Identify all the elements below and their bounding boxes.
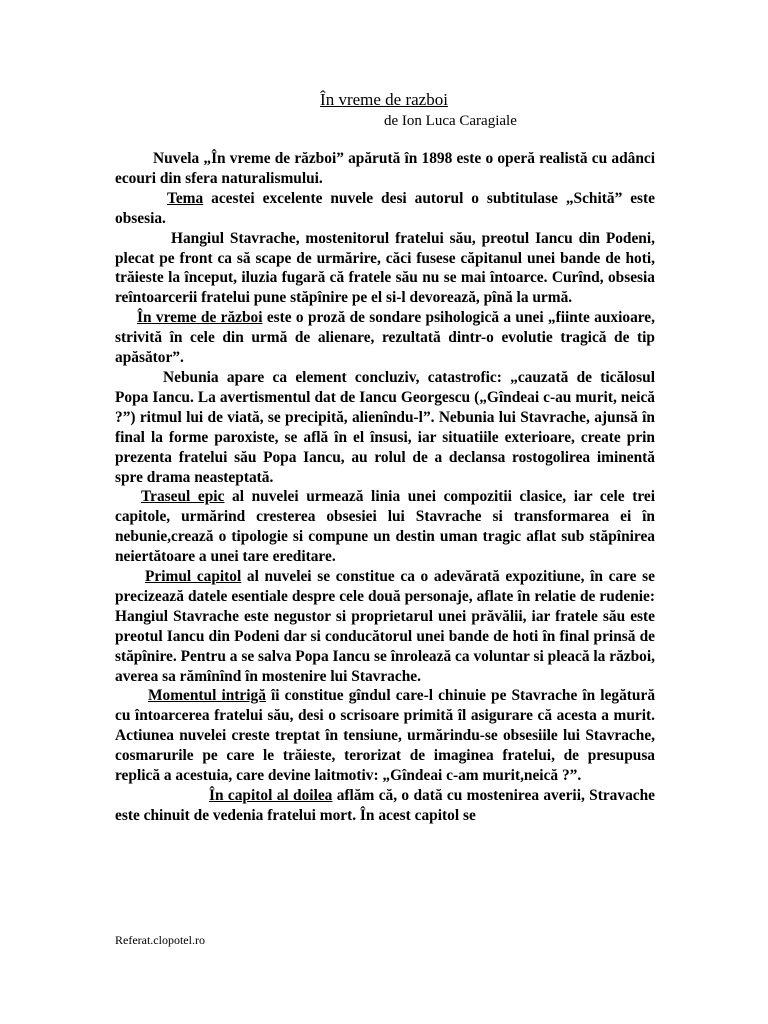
- document-title: În vreme de razboi: [320, 90, 448, 109]
- paragraph: [115, 368, 655, 487]
- paragraph-lead-underlined: Traseul epic: [141, 488, 225, 506]
- paragraph-text: Nuvela „În vreme de război” apărută în 1898 este o operă realistă cu adânci ecouri din sfera naturalismului.: [115, 150, 655, 187]
- paragraph: [115, 149, 655, 189]
- author-line: de Ion Luca Caragiale: [384, 113, 517, 129]
- paragraph: [115, 308, 655, 368]
- footer-source: Referat.clopotel.ro: [115, 933, 205, 947]
- paragraph: [115, 567, 655, 686]
- paragraph-text: aflăm că, o dată cu mostenirea averii, Stravache este chinuit de vedenia fratelui mort. În acest capitol se: [115, 787, 655, 824]
- paragraph-text: acestei excelente nuvele desi autorul o subtitulase „Schită” este obsesia.: [115, 189, 655, 227]
- paragraph-lead-underlined: Tema: [167, 189, 204, 207]
- paragraph-text: Nebunia apare ca element concluziv, catastrofic: „cauzată de ticălosul Popa Iancu. La avertismentul dat de Iancu Georgescu („Gîndeai c-au murit, neică ?”) ritmul lui de viată, se precipită, alienîndu-l”. Nebunia lui Stavrache, ajunsă în final la forme paroxiste, se află în el însusi, iar situatiile exterioare, create prin prezenta fratelui său Popa Iancu, au rolul de a declansa rostogolirea iminentă spre drama neasteptată.: [115, 368, 655, 486]
- paragraph-text: este o proză de sondare psihologică a unei „fiinte auxioare, strivită în cele din urmă de alienare, rezultată dintr-o evolutie tragică de tip apăsător”.: [115, 309, 655, 367]
- paragraph-text: al nuvelei se constitue ca o adevărată expozitiune, în care se precizează datele esentiale despre cele două personaje, aflate în relatie de rudenie: Hangiul Stavrache este negustor si proprietarul unei prăvălii, iar fratele său este preotul Iancu din Podeni dar si conducătorul unei bande de hoti în final prinsă de stăpînire. Pentru a se salva Popa Iancu se înrolează ca voluntar si pleacă la război, averea sa rămînînd în mostenire lui Stavrache.: [115, 568, 655, 685]
- paragraph: [115, 487, 655, 567]
- paragraph-lead-underlined: În vreme de război: [137, 309, 263, 327]
- paragraph: [115, 229, 655, 309]
- paragraph-text: al nuvelei urmează linia unei compozitii clasice, iar cele trei capitole, urmărind cresterea obsesiei lui Stavrache si transformarea ei în nebunie,crează o tipologie si compune un destin uman tragic aflat sub stăpînirea neiertătoare a unei tare ereditare.: [115, 488, 655, 566]
- document-body: [115, 149, 655, 826]
- paragraph-lead-underlined: În capitol al doilea: [209, 787, 333, 804]
- paragraph-text: Hangiul Stavrache, mostenitorul fratelui său, preotul Iancu din Podeni, plecat pe front ca să scape de urmărire, căci fusese căpitanul unei bande de hoti, trăieste la început, iluzia fugară că fratele său nu se mai întoarce. Curînd, obsesia reîntoarcerii fratelui pune stăpînire pe el si-l devorează, pînă la urmă.: [115, 229, 655, 307]
- paragraph-lead-underlined: Momentul intrigă: [148, 687, 266, 705]
- paragraph: [115, 786, 655, 826]
- paragraph-text: îi constitue gîndul care-l chinuie pe Stavrache în legătură cu întoarcerea fratelui său, desi o scrisoare primită îl asigurare că acesta a murit. Actiunea nuvelei creste treptat în tensiune, urmărindu-se obsesiile lui Stavrache, cosmarurile pe care le trăieste, terorizat de imaginea fratelui, de presupusa replică a acestuia, care devine laitmotiv: „Gîndeai c-am murit,neică ?”.: [115, 687, 656, 785]
- paragraph: [115, 686, 655, 786]
- paragraph: [115, 189, 655, 229]
- paragraph-lead-underlined: Primul capitol: [145, 568, 242, 586]
